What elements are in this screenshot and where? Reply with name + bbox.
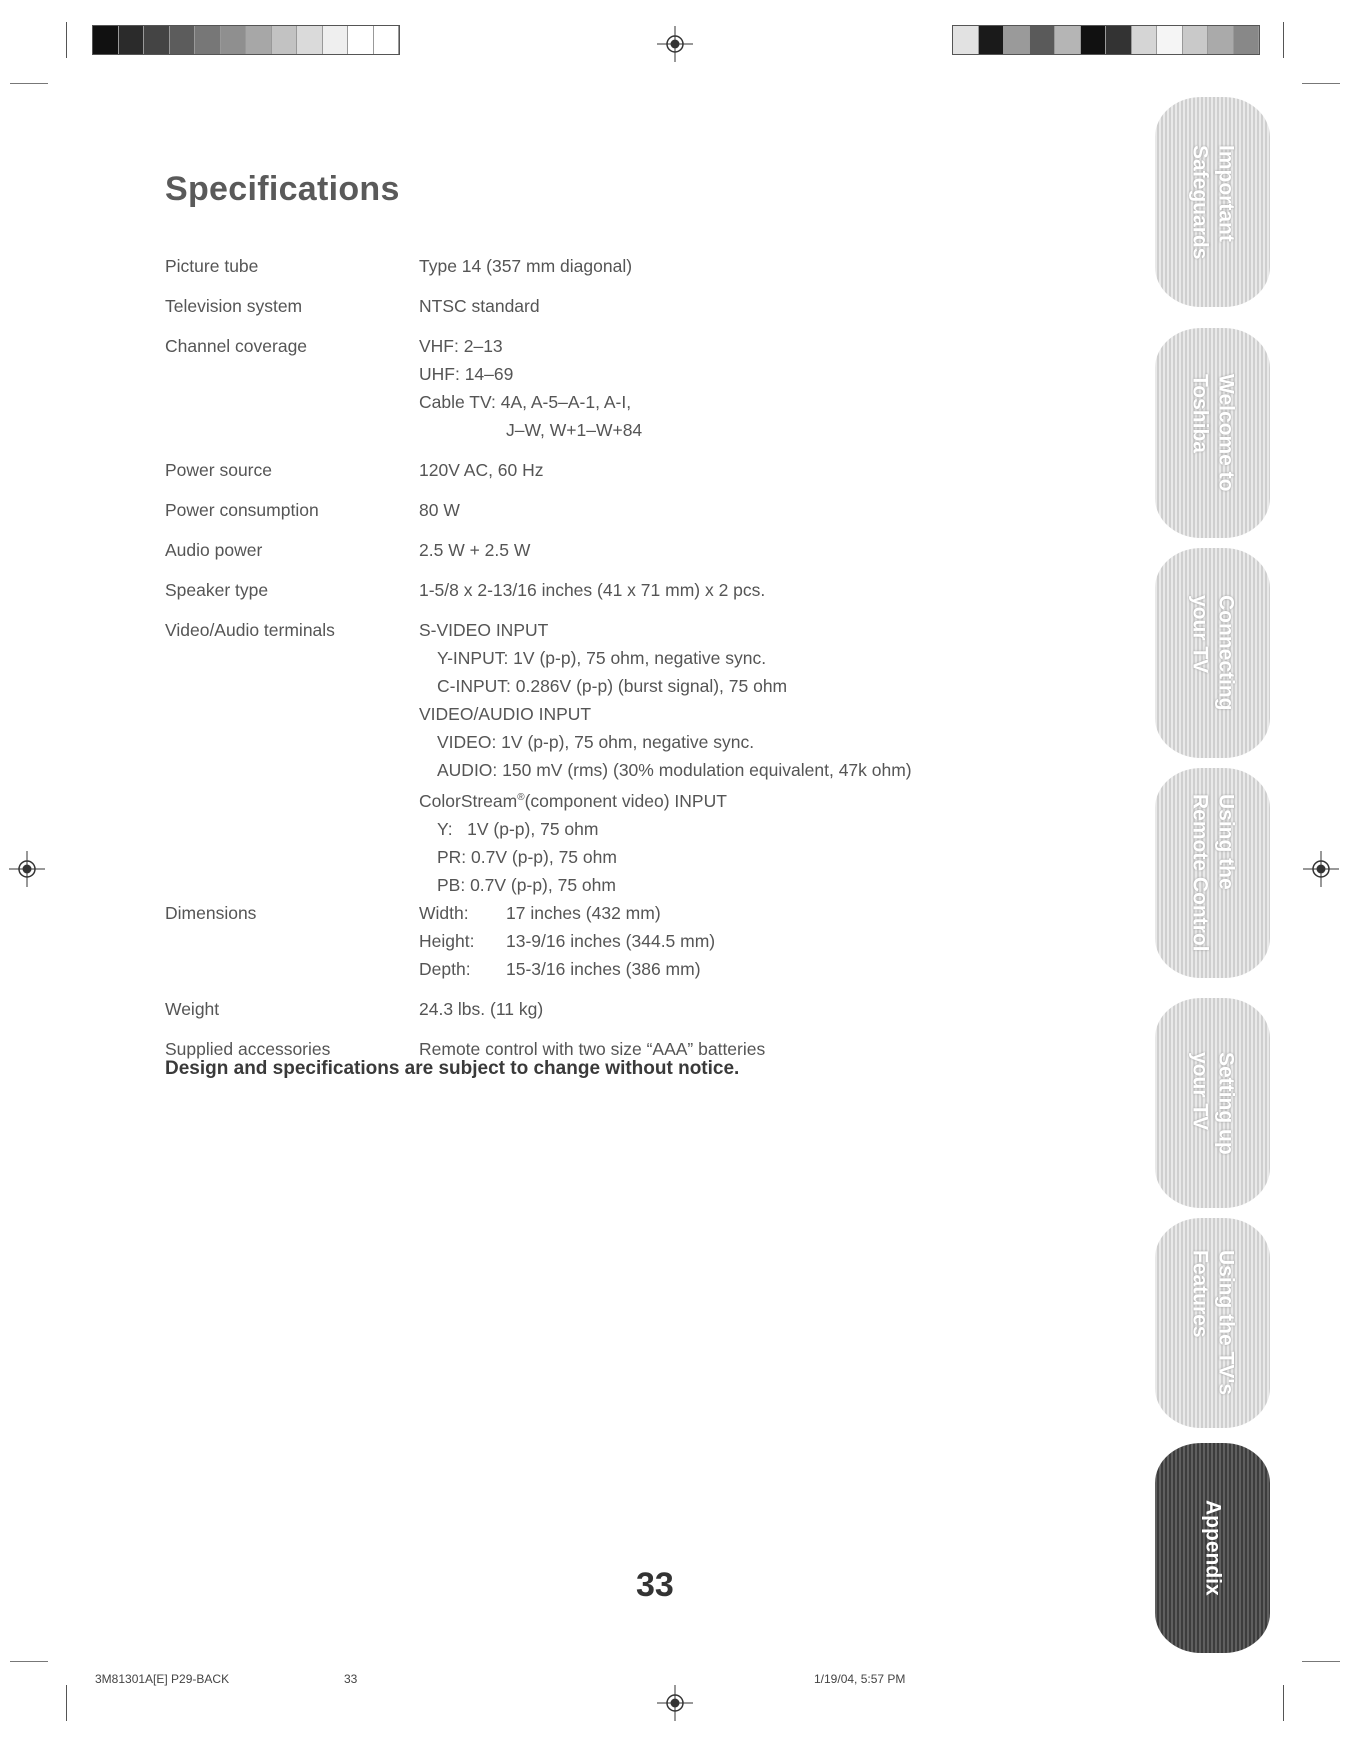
registration-mark-icon [1302, 850, 1340, 888]
section-tab-label: Using the Remote Control [1188, 794, 1238, 952]
spec-row-speaker-type [165, 576, 965, 604]
section-tab-label: Using the TV's Features [1188, 1250, 1238, 1396]
color-calibration-bar-right [952, 25, 1260, 55]
spec-value: VIDEO/AUDIO INPUT [419, 704, 592, 724]
crop-mark [66, 1685, 67, 1721]
section-tab-welcome[interactable] [1155, 328, 1270, 538]
spec-value: Y: 1V (p-p), 75 ohm [437, 818, 599, 839]
spec-value: VHF: 2–13 [419, 336, 503, 356]
colorstream-name: ColorStream [419, 790, 518, 811]
registration-mark-icon [656, 1684, 694, 1722]
spec-label: Picture tube [165, 256, 259, 276]
crop-mark [10, 1661, 48, 1662]
spec-label: Power consumption [165, 500, 319, 520]
spec-row-weight [165, 995, 965, 1023]
spec-value [419, 927, 965, 955]
spec-label: Television system [165, 296, 303, 316]
spec-value: 80 W [419, 500, 460, 520]
dimension-key: Width: [419, 902, 469, 923]
spec-value: 1-5/8 x 2-13/16 inches (41 x 71 mm) x 2 pcs. [419, 580, 766, 600]
spec-value: AUDIO: 150 mV (rms) (30% modulation equivalent, 47k ohm) [437, 760, 912, 780]
spec-value: Type 14 (357 mm diagonal) [419, 256, 633, 276]
footer-timestamp: 1/19/04, 5:57 PM [814, 1672, 906, 1686]
spec-value: 2.5 W + 2.5 W [419, 540, 531, 560]
section-tab-label: Welcome to Toshiba [1188, 374, 1238, 492]
change-notice: Design and specifications are subject to change without notice. [165, 1058, 740, 1079]
page-number: 33 [636, 1566, 674, 1604]
registration-mark-icon [8, 850, 46, 888]
specifications-table [165, 252, 965, 1075]
spec-value: C-INPUT: 0.286V (p-p) (burst signal), 75 ohm [437, 676, 788, 696]
section-tab-label: Setting up your TV [1188, 1051, 1238, 1155]
crop-mark [66, 22, 67, 58]
spec-label: Speaker type [165, 580, 269, 600]
spec-row-power-source [165, 456, 965, 484]
dimension-value: 17 inches (432 mm) [506, 902, 661, 923]
crop-mark [1283, 1685, 1284, 1721]
spec-row-dimensions [165, 899, 965, 983]
registered-mark: ® [517, 792, 525, 803]
registration-mark-icon [656, 25, 694, 63]
section-tab-label: Connecting your TV [1188, 595, 1238, 711]
dimension-value: 13-9/16 inches (344.5 mm) [506, 930, 716, 951]
section-tab-features[interactable] [1155, 1218, 1270, 1428]
section-tab-label: Important Safeguards [1188, 144, 1238, 260]
spec-value: Y-INPUT: 1V (p-p), 75 ohm, negative sync. [437, 648, 767, 668]
spec-value: NTSC standard [419, 296, 540, 316]
crop-mark [10, 83, 48, 84]
page-title: Specifications [165, 170, 400, 208]
spec-label: Supplied accessories [165, 1038, 331, 1059]
spec-row-video-audio-terminals [165, 616, 965, 899]
spec-value [419, 899, 965, 927]
crop-mark [1302, 1661, 1340, 1662]
colorstream-rest: (component video) INPUT [524, 790, 727, 811]
dimension-value: 15-3/16 inches (386 mm) [506, 958, 701, 979]
spec-row-power-consumption [165, 496, 965, 524]
spec-label: Dimensions [165, 902, 257, 923]
spec-value: S-VIDEO INPUT [419, 620, 549, 640]
section-tab-connecting[interactable] [1155, 548, 1270, 758]
footer-page-ref: 33 [344, 1672, 358, 1686]
section-tab-label: Appendix [1201, 1500, 1225, 1596]
spec-value: PB: 0.7V (p-p), 75 ohm [437, 874, 616, 895]
spec-row-channel-coverage [165, 332, 965, 444]
spec-value [419, 955, 965, 983]
spec-value: 120V AC, 60 Hz [419, 460, 544, 480]
color-calibration-bar-left [92, 25, 400, 55]
spec-row-picture-tube [165, 252, 965, 280]
dimension-key: Height: [419, 930, 475, 951]
spec-row-audio-power [165, 536, 965, 564]
crop-mark [1283, 22, 1284, 58]
dimension-key: Depth: [419, 958, 471, 979]
section-tab-important-safeguards[interactable] [1155, 97, 1270, 307]
spec-value-colorstream [419, 784, 965, 815]
section-tab-remote-control[interactable] [1155, 768, 1270, 978]
spec-value: J–W, W+1–W+84 [506, 420, 643, 440]
section-tab-setting-up[interactable] [1155, 998, 1270, 1208]
spec-label: Channel coverage [165, 336, 308, 356]
spec-value: PR: 0.7V (p-p), 75 ohm [437, 846, 617, 867]
spec-label: Weight [165, 998, 220, 1019]
spec-label: Audio power [165, 540, 263, 560]
spec-value: Cable TV: 4A, A-5–A-1, A-I, [419, 392, 632, 412]
section-tab-appendix[interactable] [1155, 1443, 1270, 1653]
spec-label: Power source [165, 460, 272, 480]
spec-label: Video/Audio terminals [165, 620, 335, 640]
footer-job-id: 3M81301A[E] P29-BACK [95, 1672, 230, 1686]
spec-value: VIDEO: 1V (p-p), 75 ohm, negative sync. [437, 732, 755, 752]
spec-value: 24.3 lbs. (11 kg) [419, 998, 544, 1019]
spec-value: UHF: 14–69 [419, 364, 514, 384]
spec-row-television-system [165, 292, 965, 320]
spec-value: Remote control with two size “AAA” batteries [419, 1038, 766, 1059]
crop-mark [1302, 83, 1340, 84]
